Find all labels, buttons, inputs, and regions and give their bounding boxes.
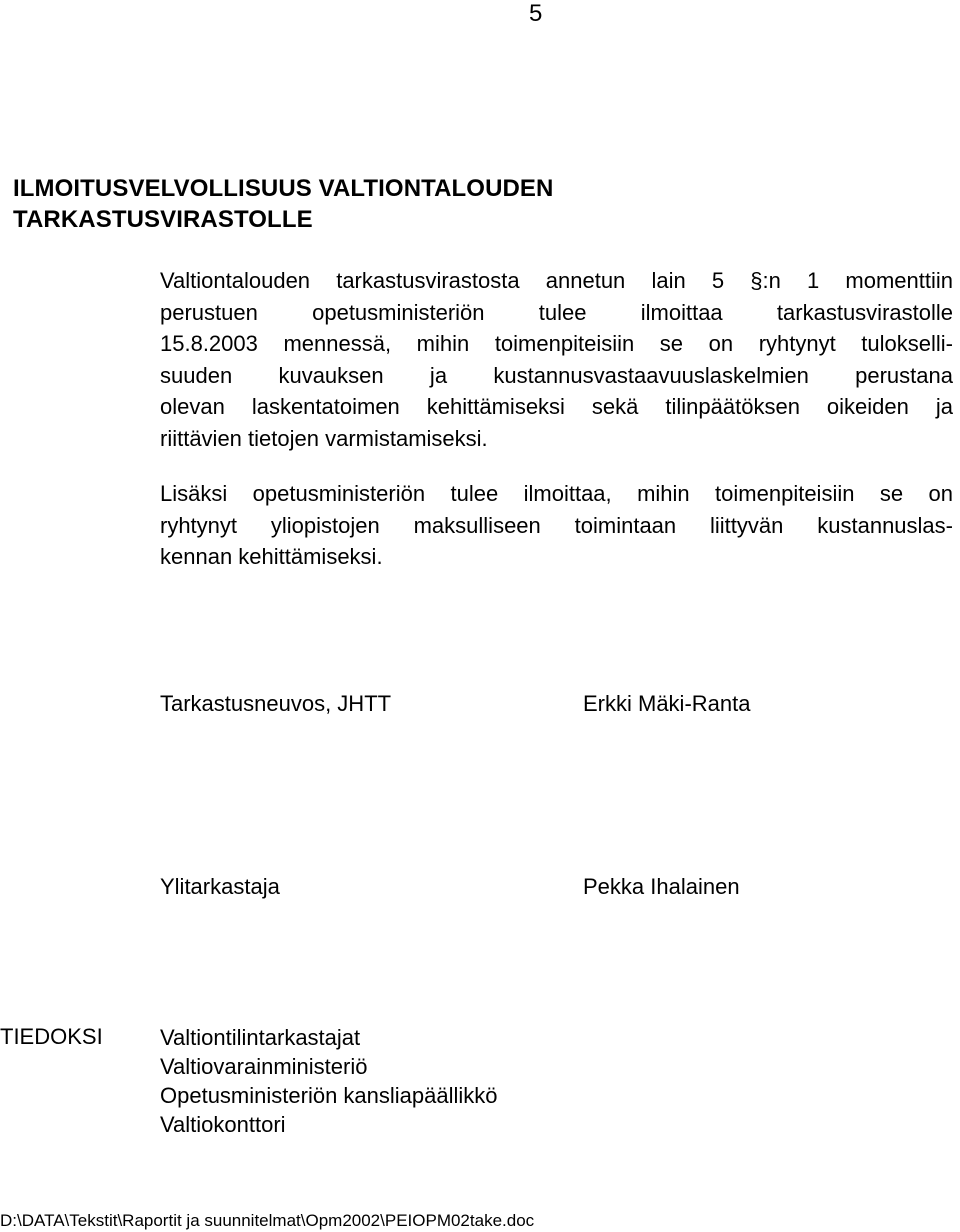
paragraph-line: kennan kehittämiseksi. xyxy=(160,544,383,569)
signatory-name-1: Erkki Mäki-Ranta xyxy=(583,691,751,716)
page-number: 5 xyxy=(529,0,543,27)
signatory-title-2: Ylitarkastaja xyxy=(160,874,280,899)
distribution-recipient: Opetusministeriön kansliapäällikkö xyxy=(160,1083,498,1108)
paragraph-line: Valtiontalouden tarkastusvirastosta annetun lain 5 §:n 1 momenttiin xyxy=(160,268,953,293)
heading-line-1: ILMOITUSVELVOLLISUUS VALTIONTALOUDEN xyxy=(13,175,554,202)
signatory-title-1: Tarkastusneuvos, JHTT xyxy=(160,691,392,716)
paragraph-line: ryhtynyt yliopistojen maksulliseen toimintaan liittyvän kustannuslas- xyxy=(160,512,953,538)
paragraph-line: olevan laskentatoimen kehittämiseksi sekä tilinpäätöksen oikeiden ja xyxy=(160,394,953,419)
paragraph-line: riittävien tietojen varmistamiseksi. xyxy=(160,425,488,451)
heading-line-2: TARKASTUSVIRASTOLLE xyxy=(13,206,313,233)
distribution-recipient: Valtiontilintarkastajat xyxy=(160,1025,361,1050)
distribution-label: TIEDOKSI xyxy=(0,1024,103,1049)
distribution-recipient: Valtiovarainministeriö xyxy=(160,1054,368,1079)
footer-file-path: D:\DATA\Tekstit\Raportit ja suunnitelmat\Opm2002\PEIOPM02take.doc xyxy=(0,1211,535,1230)
distribution-recipient: Valtiokonttori xyxy=(160,1112,286,1137)
paragraph-additional-duty xyxy=(160,478,953,573)
paragraph-notification-duty xyxy=(160,265,953,454)
paragraph-line: suuden kuvauksen ja kustannusvastaavuuslaskelmien perustana xyxy=(160,362,953,388)
paragraph-line: 15.8.2003 mennessä, mihin toimenpiteisiin se on ryhtynyt tulokselli- xyxy=(160,331,953,356)
document-heading xyxy=(13,173,553,235)
paragraph-line: perustuen opetusministeriön tulee ilmoittaa tarkastusvirastolle xyxy=(160,299,953,325)
signatory-name-2: Pekka Ihalainen xyxy=(583,874,740,899)
distribution-list xyxy=(160,1023,498,1139)
paragraph-line: Lisäksi opetusministeriön tulee ilmoittaa, mihin toimenpiteisiin se on xyxy=(160,481,953,506)
